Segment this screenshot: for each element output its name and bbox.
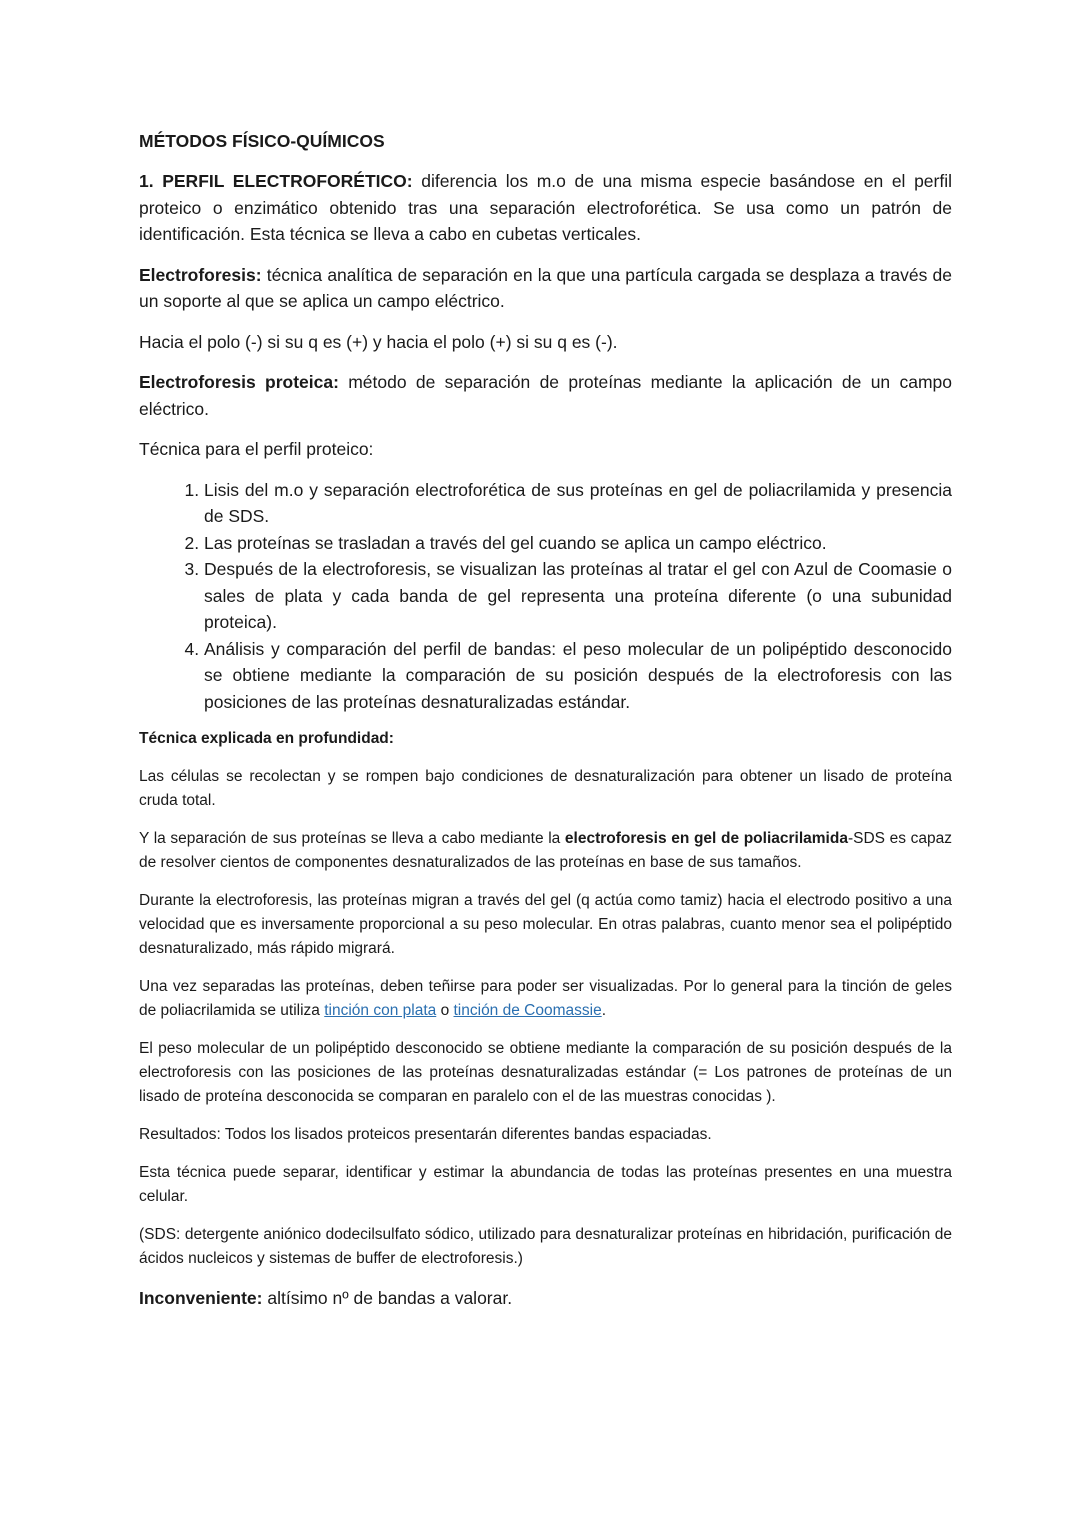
perfil-label: 1. PERFIL ELECTROFORÉTICO: <box>139 171 413 191</box>
tincion-after: . <box>601 1002 607 1019</box>
tincion-plata-link[interactable]: tinción con plata <box>324 1002 437 1019</box>
inconveniente-text: altísimo nº de bandas a valorar. <box>262 1288 513 1308</box>
tincion-paragraph <box>139 975 952 1023</box>
list-item: 2. Las proteínas se trasladan a través del gel cuando se aplica un campo eléctrico. <box>204 530 952 557</box>
estimar-paragraph: Esta técnica puede separar, identificar y estimar la abundancia de todas las proteínas presentes en una muestra celular. <box>139 1164 952 1205</box>
list-item: 4. Análisis y comparación del perfil de bandas: el peso molecular de un polipéptido desconocido se obtiene mediante la comparación de su posición después de la electroforesis con las posiciones de las proteínas desnaturalizadas estándar. <box>204 636 952 716</box>
inconveniente-label: Inconveniente: <box>139 1288 263 1308</box>
page-title: MÉTODOS FÍSICO-QUÍMICOS <box>139 131 385 151</box>
tincion-middle: o <box>436 1002 454 1019</box>
resultados-paragraph: Resultados: Todos los lisados proteicos presentarán diferentes bandas espaciadas. <box>139 1126 712 1143</box>
document-body <box>139 128 952 1312</box>
electroforesis-paragraph <box>139 262 952 315</box>
tincion-before: Una vez separadas las proteínas, deben teñirse para poder ser visualizadas. Por lo general para la tinción de geles de poliacrilamida se utiliza <box>139 978 952 1019</box>
profundidad-heading: Técnica explicada en profundidad: <box>139 730 394 747</box>
electroforesis-label: Electroforesis: <box>139 264 262 285</box>
separacion-after: -SDS es capaz de resolver cientos de componentes desnaturalizados de las proteínas en base de sus tamaños. <box>139 830 952 871</box>
proteica-paragraph <box>139 369 952 422</box>
electroforesis-text: técnica analítica de separación en la que una partícula cargada se desplaza a través de un soporte al que se aplica un campo eléctrico. <box>139 264 952 311</box>
separacion-bold: electroforesis en gel de poliacrilamida <box>564 830 848 847</box>
celulas-paragraph: Las células se recolectan y se rompen bajo condiciones de desnaturalización para obtener un lisado de proteína cruda total. <box>139 768 952 809</box>
separacion-before: Y la separación de sus proteínas se lleva a cabo mediante la <box>139 830 565 847</box>
perfil-text: diferencia los m.o de una misma especie basándose en el perfil proteico o enzimático obtenido tras una separación electroforética. Se usa como un patrón de identificación. Esta técnica se lleva a cabo en cubetas verticales. <box>139 171 952 244</box>
steps-list <box>139 477 952 716</box>
tecnica-intro: Técnica para el perfil proteico: <box>139 439 374 459</box>
polo-paragraph: Hacia el polo (-) si su q es (+) y hacia el polo (+) si su q es (-). <box>139 331 618 352</box>
perfil-paragraph <box>139 168 952 248</box>
sds-paragraph: (SDS: detergente aniónico dodecilsulfato sódico, utilizado para desnaturalizar proteínas en hibridación, purificación de ácidos nucleicos y sistemas de buffer de electroforesis.) <box>139 1226 952 1267</box>
list-item: 3. Después de la electroforesis, se visualizan las proteínas al tratar el gel con Azul de Coomasie o sales de plata y cada banda de gel representa una proteína diferente (o una subunidad proteica). <box>204 556 952 636</box>
proteica-label: Electroforesis proteica: <box>139 372 339 392</box>
separacion-paragraph <box>139 827 952 875</box>
proteica-text: método de separación de proteínas mediante la aplicación de un campo eléctrico. <box>139 372 952 419</box>
peso-paragraph: El peso molecular de un polipéptido desconocido se obtiene mediante la comparación de su posición después de la electroforesis con las posiciones de las proteínas desnaturalizadas estándar (= Los patrones de proteínas de un lisado de proteína desconocida se comparan en paralelo con el de las muestras conocidas ). <box>139 1040 952 1105</box>
list-item: 1. Lisis del m.o y separación electroforética de sus proteínas en gel de poliacrilamida y presencia de SDS. <box>204 477 952 530</box>
tincion-coomassie-link[interactable]: tinción de Coomassie <box>453 1002 602 1019</box>
durante-paragraph: Durante la electroforesis, las proteínas migran a través del gel (q actúa como tamiz) hacia el electrodo positivo a una velocidad que es inversamente proporcional a su peso molecular. En otras palabras, cuanto menor sea el polipéptido desnaturalizado, más rápido migrará. <box>139 892 952 957</box>
inconveniente-paragraph <box>139 1285 952 1312</box>
